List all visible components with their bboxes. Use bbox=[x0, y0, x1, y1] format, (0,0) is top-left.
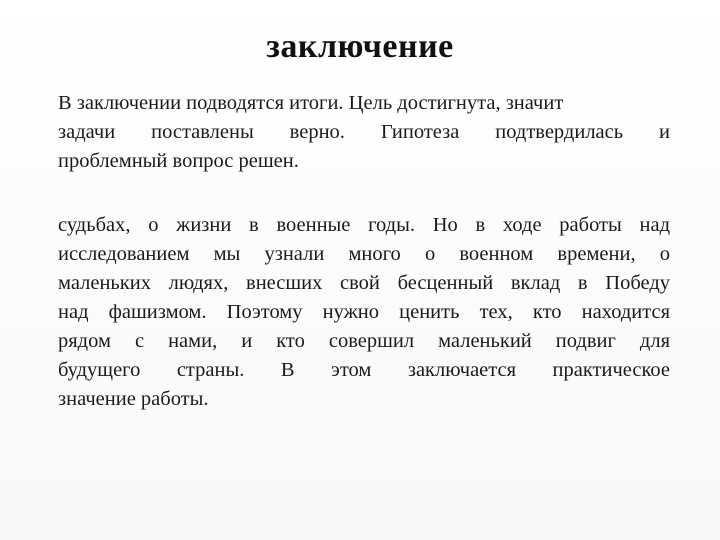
paragraph-line: значение работы. bbox=[58, 388, 209, 410]
paragraph-line: В заключении подводятся итоги. Цель достигнута, значит bbox=[58, 92, 564, 114]
slide-title: заключение bbox=[266, 28, 454, 65]
paragraph-line: задачи поставлены верно. Гипотеза подтвердилась и bbox=[58, 121, 670, 143]
significance-paragraph bbox=[58, 211, 670, 414]
paragraph-line: маленьких людях, внесших свой бесценный вклад в Победу bbox=[58, 272, 670, 294]
paragraph-line: рядом с нами, и кто совершил маленький подвиг для bbox=[58, 330, 670, 352]
paragraph-line: исследованием мы узнали много о военном времени, о bbox=[58, 243, 670, 265]
paragraph-line: будущего страны. В этом заключается практическое bbox=[58, 359, 670, 381]
paragraph-line: судьбах, о жизни в военные годы. Но в ходе работы над bbox=[58, 214, 670, 236]
paragraph-line: над фашизмом. Поэтому нужно ценить тех, кто находится bbox=[58, 301, 670, 323]
paragraph-line: проблемный вопрос решен. bbox=[58, 150, 299, 172]
conclusion-paragraph bbox=[58, 89, 670, 176]
